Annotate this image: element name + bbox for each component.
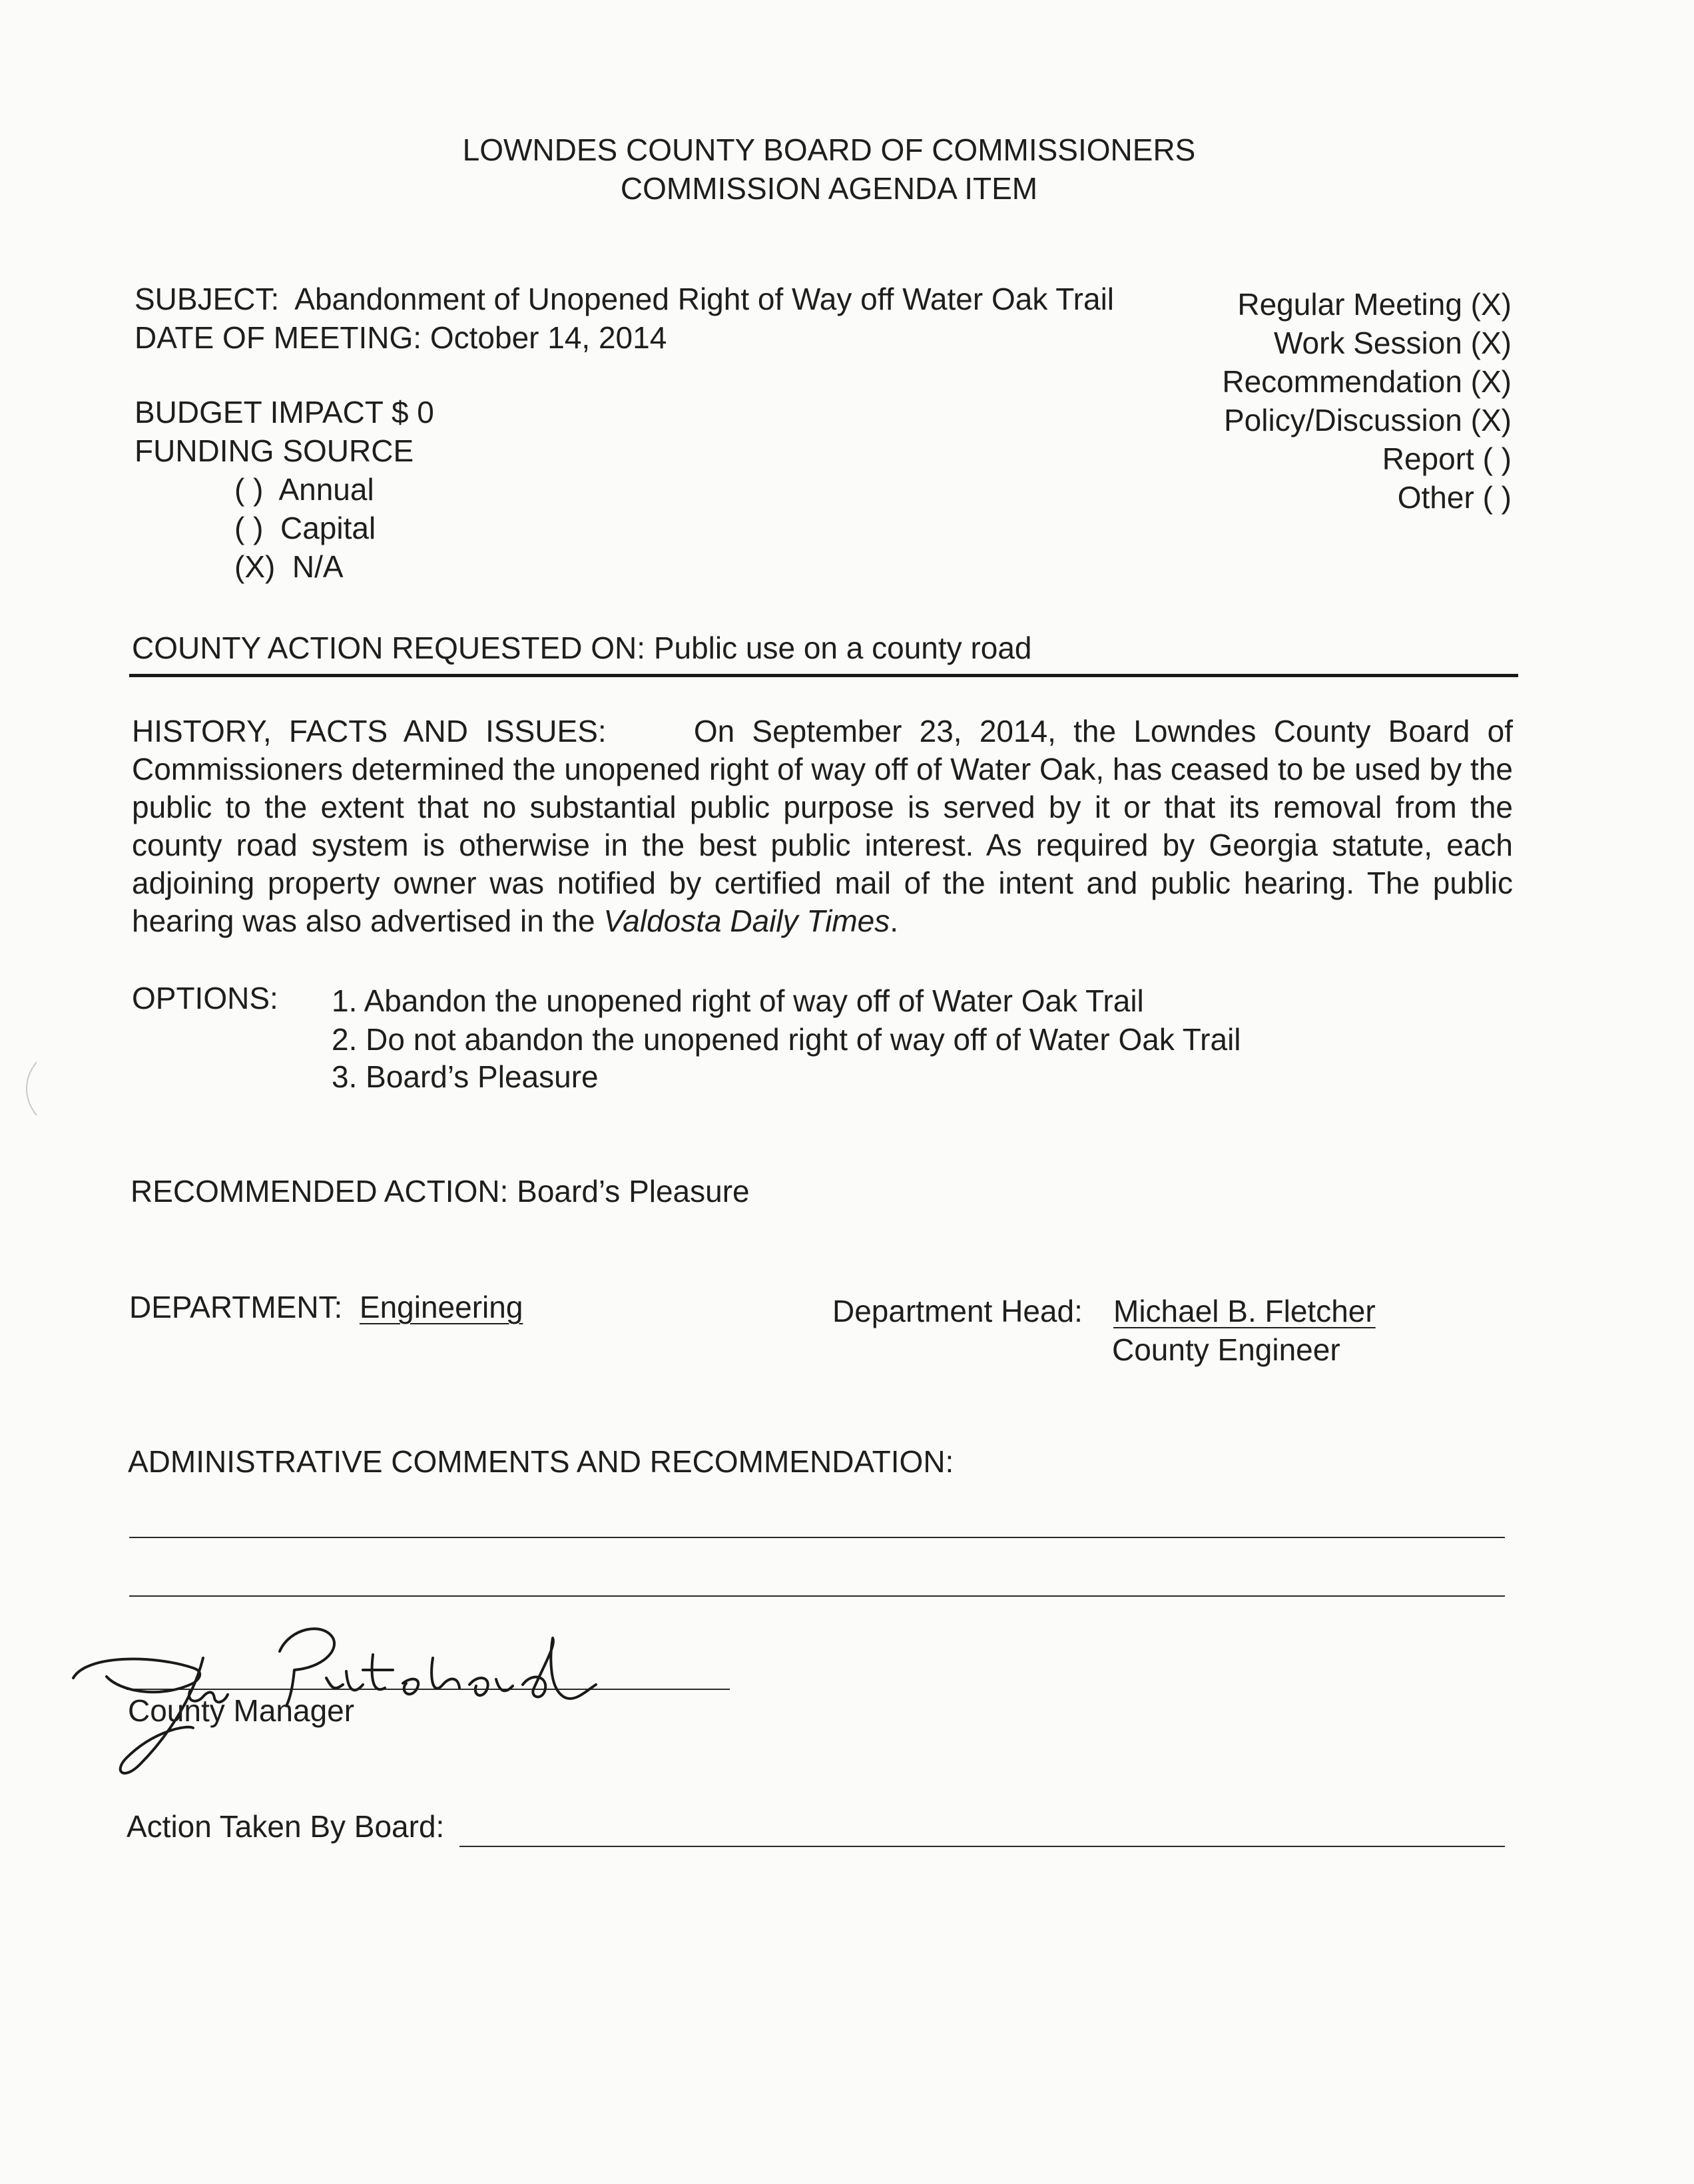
action-requested-label: COUNTY ACTION REQUESTED ON: <box>132 631 646 665</box>
department-value: Engineering <box>359 1290 523 1324</box>
subject-line <box>135 280 1114 318</box>
department-line <box>129 1288 523 1326</box>
meeting-date-line <box>135 318 667 357</box>
action-requested-line <box>132 629 1032 667</box>
meeting-type-regular: Regular Meeting (X) <box>1237 287 1512 322</box>
meeting-type-report: Report ( ) <box>1382 441 1512 476</box>
meeting-date-value: October 14, 2014 <box>429 320 667 355</box>
board-action-label: Action Taken By Board: <box>127 1809 445 1844</box>
meeting-date-label: DATE OF MEETING: <box>135 320 422 355</box>
department-head-name: Michael B. Fletcher <box>1113 1294 1376 1328</box>
action-requested-value: Public use on a county road <box>653 631 1032 665</box>
meeting-type-recommendation: Recommendation (X) <box>1222 364 1512 399</box>
recommended-action-line <box>131 1172 750 1211</box>
subject-label: SUBJECT: <box>135 282 280 316</box>
history-end: . <box>890 904 899 938</box>
meeting-type-work-session: Work Session (X) <box>1273 326 1512 360</box>
department-head-label: Department Head: <box>832 1294 1083 1328</box>
history-text: On September 23, 2014, the Lowndes County Board of Commissioners determined the unopened right of way off of Water Oak, has ceased to be used by the public to the extent that no substantial public purpose is served by it or that its removal from the county road system is otherwise in the best public interest. As required by Georgia statute, each adjoining property owner was notified by certified mail of the intent and public hearing. The public hearing was also advertised in the <box>132 714 1514 938</box>
recommended-action-label: RECOMMENDED ACTION: <box>131 1174 509 1209</box>
signature-image <box>60 1591 606 1784</box>
document-subtitle: COMMISSION AGENDA ITEM <box>620 171 1038 206</box>
admin-comments-label: ADMINISTRATIVE COMMENTS AND RECOMMENDATION: <box>128 1444 954 1479</box>
history-label: HISTORY, FACTS AND ISSUES: <box>132 714 607 748</box>
funding-source-label: FUNDING SOURCE <box>135 433 414 468</box>
hole-punch-mark <box>20 1059 40 1119</box>
funding-source-na: (X) N/A <box>234 549 344 584</box>
meeting-type-other: Other ( ) <box>1397 480 1512 515</box>
department-head-title: County Engineer <box>1112 1332 1340 1367</box>
board-action-line <box>459 1846 1505 1847</box>
section-divider <box>129 674 1518 677</box>
document-title: LOWNDES COUNTY BOARD OF COMMISSIONERS <box>462 133 1196 167</box>
department-label: DEPARTMENT: <box>129 1290 343 1324</box>
publication-name: Valdosta Daily Times <box>603 904 890 938</box>
signer-title: County Manager <box>128 1693 355 1728</box>
admin-comments-line-1 <box>129 1537 1505 1538</box>
budget-impact: BUDGET IMPACT $ 0 <box>135 395 434 429</box>
history-paragraph <box>132 712 1513 940</box>
funding-source-capital: ( ) Capital <box>234 511 376 545</box>
subject-value: Abandonment of Unopened Right of Way off Water Oak Trail <box>294 282 1115 316</box>
option-item-2: 2. Do not abandon the unopened right of way off of Water Oak Trail <box>332 1022 1241 1057</box>
option-item-1: 1. Abandon the unopened right of way off of Water Oak Trail <box>332 983 1144 1018</box>
funding-source-annual: ( ) Annual <box>234 472 374 507</box>
options-label: OPTIONS: <box>132 981 278 1015</box>
meeting-type-policy-discussion: Policy/Discussion (X) <box>1224 403 1512 437</box>
option-item-3: 3. Board’s Pleasure <box>332 1059 599 1094</box>
recommended-action-value: Board’s Pleasure <box>517 1174 750 1209</box>
